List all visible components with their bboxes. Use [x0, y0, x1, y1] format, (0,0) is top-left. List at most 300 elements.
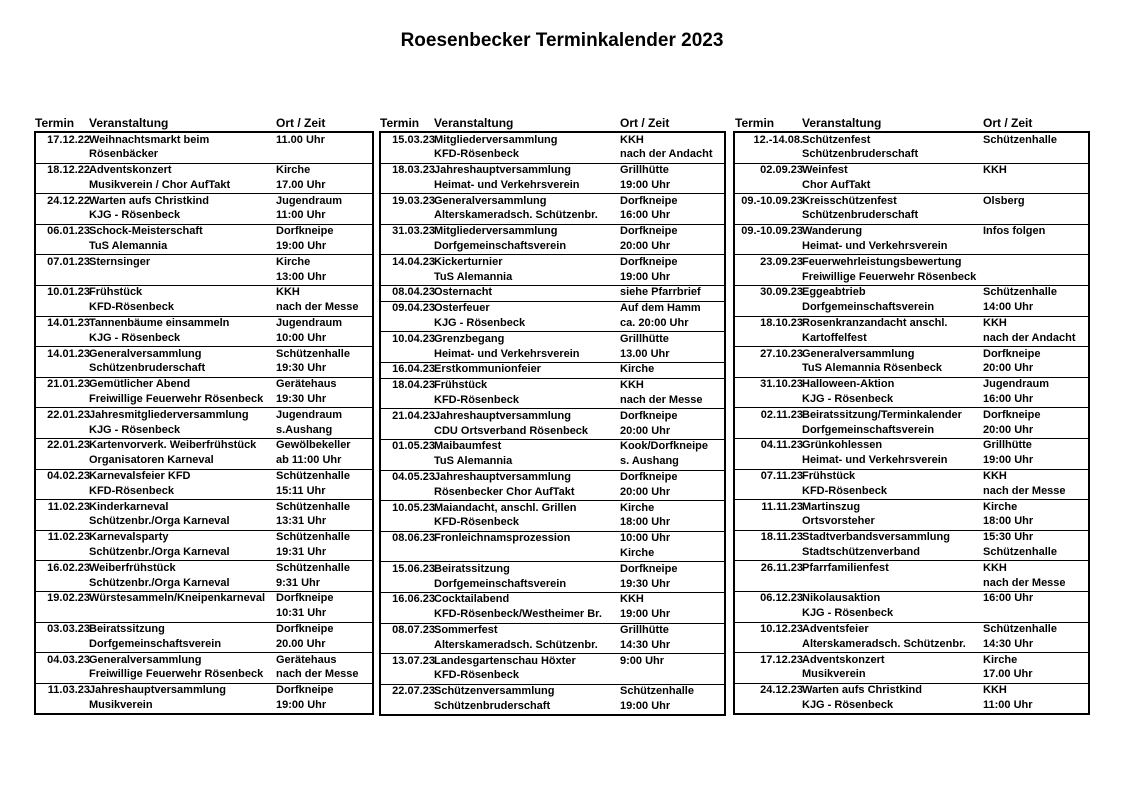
entry-location: Kirche	[276, 255, 311, 268]
entry-line	[735, 286, 1088, 301]
entry-time: 13:00 Uhr	[276, 270, 327, 283]
entry-line	[735, 653, 1088, 668]
calendar-entry	[36, 560, 372, 591]
entry-date: 14.04.23	[392, 255, 435, 268]
entry-line	[381, 363, 724, 378]
entry-line	[735, 255, 1088, 270]
entry-line	[735, 423, 1088, 438]
calendar-entry	[735, 285, 1088, 316]
entry-time: 19:30 Uhr	[276, 362, 327, 375]
calendar-entry	[735, 377, 1088, 408]
entry-date: 08.04.23	[392, 286, 435, 299]
entry-organizer: Rösenbecker Chor AufTakt	[434, 485, 575, 498]
entry-organizer: Schützenbruderschaft	[89, 362, 206, 375]
entry-line	[36, 209, 372, 224]
entry-line	[36, 531, 372, 546]
entry-line	[735, 637, 1088, 652]
entry-date: 09.-10.09.23	[741, 194, 803, 207]
entry-location: Jugendraum	[983, 378, 1050, 391]
calendar-entry	[36, 133, 372, 163]
header-termin: Termin	[35, 116, 75, 130]
entry-time: 11:00 Uhr	[983, 698, 1033, 711]
calendar-entry	[735, 499, 1088, 530]
entry-time: s. Aushang	[620, 455, 679, 468]
entry-organizer: KFD-Rösenbeck	[802, 484, 887, 497]
entry-organizer: Dorfgemeinschaftsverein	[89, 637, 222, 650]
entry-location: Gerätehaus	[276, 653, 337, 666]
calendar-entry	[381, 331, 724, 362]
entry-event: Nikolausaktion	[802, 592, 881, 605]
entry-event: Frühstück	[89, 286, 143, 299]
entry-line	[381, 562, 724, 577]
entry-date: 04.02.23	[47, 470, 90, 483]
entry-date: 01.05.23	[392, 440, 435, 453]
entry-line	[381, 286, 724, 301]
calendar-entry	[735, 683, 1088, 714]
entry-line	[735, 515, 1088, 530]
entry-date: 27.10.23	[760, 347, 803, 360]
entry-line	[381, 379, 724, 394]
entry-event: Weiberfrühstück	[89, 561, 176, 574]
entry-time: 19:30 Uhr	[276, 393, 327, 406]
entry-date: 18.11.23	[760, 531, 803, 544]
page-title: Roesenbecker Terminkalender 2023	[400, 30, 724, 51]
entry-line	[735, 561, 1088, 576]
entry-organizer: Schützenbr./Orga Karneval	[89, 576, 230, 589]
entry-location: Jugendraum	[276, 317, 343, 330]
entry-line	[381, 532, 724, 547]
entry-location: Dorfkneipe	[620, 471, 678, 484]
entry-location: Schützenhalle	[983, 286, 1057, 299]
entry-location: Schützenhalle	[983, 623, 1057, 635]
calendar-table	[733, 131, 1090, 715]
entry-date: 19.02.23	[47, 592, 90, 605]
entry-organizer: KJG - Rösenbeck	[434, 317, 526, 330]
entry-time: nach der Messe	[620, 394, 703, 407]
entry-organizer: Schützenbruderschaft	[802, 148, 919, 161]
entry-event: Erstkommunionfeier	[434, 363, 541, 376]
entry-location: Dorfkneipe	[620, 255, 678, 268]
entry-date: 11.02.23	[47, 531, 90, 544]
entry-date: 03.03.23	[47, 623, 90, 635]
entry-location: Gewölbekeller	[276, 439, 351, 452]
entry-line	[381, 347, 724, 362]
entry-organizer: KJG - Rösenbeck	[802, 393, 894, 406]
entry-time: 13:31 Uhr	[276, 515, 327, 528]
entry-line	[381, 332, 724, 347]
entry-line	[36, 362, 372, 377]
entry-date: 10.04.23	[392, 332, 435, 345]
entry-location: Schützenhalle	[276, 470, 350, 483]
entry-line	[735, 362, 1088, 377]
entry-date: 15.03.23	[392, 133, 435, 146]
entry-location: KKH	[620, 379, 644, 392]
entry-line	[36, 698, 372, 713]
entry-location: Schützenhalle	[620, 685, 694, 698]
entry-line	[36, 500, 372, 515]
entry-event: Landesgartenschau Höxter	[434, 654, 576, 667]
entry-organizer: Dorfgemeinschaftsverein	[434, 240, 567, 253]
entry-time: 15:11 Uhr	[276, 484, 326, 497]
entry-location: Schützenhalle	[276, 347, 350, 360]
entry-organizer: TuS Alemannia	[434, 270, 513, 283]
entry-event: Adventskonzert	[89, 164, 172, 177]
entry-location: Kook/Dorfkneipe	[620, 440, 709, 453]
entry-event: Wanderung	[802, 225, 863, 238]
entry-line	[381, 577, 724, 592]
entry-line	[735, 378, 1088, 393]
entry-event: Osterfeuer	[434, 302, 490, 315]
entry-line	[735, 592, 1088, 607]
entry-event: Maibaumfest	[434, 440, 502, 453]
entry-time: 20:00 Uhr	[983, 362, 1034, 375]
entry-location: Kirche	[276, 164, 311, 177]
column-header	[733, 116, 1090, 131]
entry-event: Stadtverbandsversammlung	[802, 531, 950, 544]
entry-date: 17.12.23	[760, 653, 803, 666]
entry-time: 10:00 Uhr	[276, 331, 327, 344]
entry-location: KKH	[276, 286, 300, 299]
entry-time: s.Aushang	[276, 423, 333, 436]
calendar-entry	[381, 500, 724, 531]
entry-line	[381, 471, 724, 486]
entry-time: 18:00 Uhr	[983, 515, 1034, 528]
entry-location: Kirche	[983, 653, 1018, 666]
entry-event: Warten aufs Christkind	[89, 194, 209, 207]
entry-date: 04.03.23	[47, 653, 90, 666]
calendar-entry	[36, 469, 372, 500]
entry-line	[36, 331, 372, 346]
entry-line	[735, 607, 1088, 622]
calendar-entry	[735, 438, 1088, 469]
entry-location: 11.00 Uhr	[276, 133, 325, 146]
entry-organizer: Schützenbr./Orga Karneval	[89, 515, 230, 528]
entry-event: Beiratssitzung	[434, 562, 510, 575]
entry-line	[735, 470, 1088, 485]
entry-line	[36, 148, 372, 163]
calendar-entry	[735, 133, 1088, 163]
calendar-entry	[735, 346, 1088, 377]
entry-location: Dorfkneipe	[620, 194, 678, 207]
entry-date: 21.04.23	[392, 409, 435, 422]
entry-time: ca. 20:00 Uhr	[620, 317, 689, 330]
entry-event: Sternsinger	[89, 255, 151, 268]
entry-event: Jahreshauptversammlung	[89, 684, 226, 697]
entry-location: Kirche	[620, 363, 655, 376]
entry-line	[735, 225, 1088, 240]
entry-time: 10:31 Uhr	[276, 607, 327, 620]
entry-event: Feuerwehrleistungsbewertung	[802, 255, 962, 268]
entry-line	[735, 439, 1088, 454]
entry-line	[36, 668, 372, 683]
calendar-entry	[381, 561, 724, 592]
entry-date: 24.12.22	[47, 194, 90, 207]
entry-date: 12.-14.08.	[753, 133, 803, 146]
header-ort-zeit: Ort / Zeit	[983, 116, 1033, 130]
entry-organizer: Schützenbruderschaft	[434, 699, 551, 712]
entry-location: Olsberg	[983, 194, 1025, 207]
entry-location: Dorfkneipe	[620, 409, 678, 422]
entry-location: 10:00 Uhr	[620, 532, 671, 545]
entry-organizer: KJG - Rösenbeck	[89, 423, 181, 436]
entry-line	[381, 394, 724, 409]
entry-event: Eggeabtrieb	[802, 286, 866, 299]
entry-organizer: TuS Alemannia Rösenbeck	[802, 362, 942, 375]
calendar-entry	[36, 622, 372, 653]
entry-date: 21.01.23	[47, 378, 90, 391]
entry-date: 17.12.22	[47, 133, 90, 146]
entry-line	[381, 501, 724, 516]
entry-event: Jahreshauptversammlung	[434, 471, 571, 484]
entry-event: Weinfest	[802, 164, 848, 177]
entry-location: Gerätehaus	[276, 378, 337, 391]
entry-time: ab 11:00 Uhr	[276, 454, 342, 467]
entry-time: 14:30 Uhr	[983, 637, 1034, 650]
entry-organizer: Freiwillige Feuerwehr Rösenbeck	[89, 393, 264, 406]
entry-event: Kartenvorverk. Weiberfrühstück	[89, 439, 257, 452]
entry-event: Schock-Meisterschaft	[89, 225, 203, 238]
entry-time: 19:30 Uhr	[620, 577, 671, 590]
entry-line	[36, 470, 372, 485]
header-veranstaltung: Veranstaltung	[434, 116, 514, 130]
entry-location: KKH	[983, 561, 1007, 574]
calendar-entry	[735, 407, 1088, 438]
entry-date: 26.11.23	[760, 561, 803, 574]
entry-line	[36, 408, 372, 423]
entry-date: 23.09.23	[760, 255, 803, 268]
entry-location: KKH	[620, 593, 644, 606]
entry-time: 20:00 Uhr	[983, 423, 1034, 436]
entry-location: 15:30 Uhr	[983, 531, 1034, 544]
entry-event: Tannenbäume einsammeln	[89, 317, 230, 330]
calendar-entry	[381, 224, 724, 255]
entry-line	[381, 608, 724, 623]
entry-time: 13.00 Uhr	[620, 347, 670, 360]
entry-line	[381, 654, 724, 669]
entry-location: Kirche	[620, 501, 655, 514]
entry-date: 19.03.23	[392, 194, 435, 207]
entry-line	[735, 240, 1088, 255]
entry-line	[36, 653, 372, 668]
calendar-entry	[381, 254, 724, 285]
entry-line	[381, 178, 724, 193]
entry-organizer: Freiwillige Feuerwehr Rösenbeck	[802, 270, 977, 283]
entry-line	[735, 668, 1088, 683]
entry-line	[36, 576, 372, 591]
entry-location: Grillhütte	[620, 332, 669, 345]
calendar-entry	[381, 193, 724, 224]
entry-event: Beiratssitzung/Terminkalender	[802, 408, 962, 421]
entry-organizer: Heimat- und Verkehrsverein	[434, 347, 580, 360]
entry-line	[381, 624, 724, 639]
entry-organizer: Heimat- und Verkehrsverein	[802, 454, 948, 467]
entry-time: 19:00 Uhr	[620, 608, 671, 621]
entry-event: Sommerfest	[434, 624, 498, 636]
entry-time: 19:00 Uhr	[983, 454, 1034, 467]
entry-location: Dorfkneipe	[620, 225, 678, 238]
entry-date: 11.02.23	[47, 500, 90, 513]
entry-organizer: KJG - Rösenbeck	[89, 209, 181, 222]
entry-line	[735, 209, 1088, 224]
entry-date: 22.01.23	[47, 408, 90, 421]
entry-location: Schützenhalle	[276, 500, 350, 513]
entry-organizer: Heimat- und Verkehrsverein	[802, 240, 948, 253]
entry-date: 04.05.23	[392, 471, 435, 484]
entry-organizer: KJG - Rösenbeck	[802, 698, 894, 711]
calendar-entry	[735, 193, 1088, 224]
calendar-entry	[381, 163, 724, 194]
calendar-entry	[381, 439, 724, 470]
entry-line	[735, 576, 1088, 591]
entry-line	[381, 209, 724, 224]
entry-line	[381, 255, 724, 270]
entry-event: Schützenversammlung	[434, 685, 555, 698]
entry-date: 14.01.23	[47, 347, 90, 360]
entry-line	[36, 378, 372, 393]
entry-organizer: KJG - Rösenbeck	[89, 331, 181, 344]
entry-organizer: TuS Alemannia	[89, 240, 168, 253]
entry-time: 19:00 Uhr	[620, 699, 671, 712]
entry-event: Generalversammlung	[802, 347, 915, 360]
entry-date: 10.01.23	[47, 286, 90, 299]
entry-location: Schützenhalle	[276, 531, 350, 544]
calendar-entry	[735, 163, 1088, 194]
entry-date: 08.06.23	[392, 532, 435, 545]
entry-line	[381, 409, 724, 424]
entry-event: Grenzbegang	[434, 332, 505, 345]
entry-time: nach der Messe	[983, 484, 1066, 497]
entry-line	[381, 669, 724, 684]
entry-event: Fronleichnamsprozession	[434, 532, 571, 545]
entry-location: Auf dem Hamm	[620, 302, 701, 315]
entry-location: Schützenhalle	[276, 561, 350, 574]
calendar-entry	[381, 592, 724, 623]
entry-organizer: KFD-Rösenbeck	[89, 301, 174, 314]
entry-time: 19:31 Uhr	[276, 546, 327, 559]
entry-location: Dorfkneipe	[276, 623, 334, 635]
entry-line	[36, 194, 372, 209]
header-veranstaltung: Veranstaltung	[802, 116, 882, 130]
entry-organizer: KFD-Rösenbeck	[434, 148, 519, 161]
entry-location: Jugendraum	[276, 194, 343, 207]
entry-organizer: Dorfgemeinschaftsverein	[802, 301, 935, 314]
entry-location: Infos folgen	[983, 225, 1046, 238]
entry-time: 14:00 Uhr	[983, 301, 1034, 314]
entry-event: Pfarrfamilienfest	[802, 561, 889, 574]
entry-organizer: KFD-Rösenbeck	[434, 516, 519, 529]
entry-event: Kickerturnier	[434, 255, 503, 268]
entry-date: 15.06.23	[392, 562, 435, 575]
entry-date: 18.03.23	[392, 164, 435, 177]
entry-line	[735, 484, 1088, 499]
calendar-column	[34, 116, 374, 715]
entry-event: Adventsfeier	[802, 623, 869, 635]
calendar-entry	[36, 377, 372, 408]
entry-event: Adventskonzert	[802, 653, 885, 666]
entry-time: nach der Messe	[983, 576, 1066, 589]
entry-time: nach der Messe	[276, 301, 359, 314]
entry-event: Mitgliederversammlung	[434, 133, 558, 146]
calendar-entry	[735, 316, 1088, 347]
calendar-entry	[735, 469, 1088, 500]
entry-date: 06.01.23	[47, 225, 90, 238]
entry-date: 04.11.23	[760, 439, 803, 452]
entry-date: 02.09.23	[760, 164, 803, 177]
entry-line	[36, 301, 372, 316]
calendar-entry	[381, 133, 724, 163]
calendar-entry	[36, 683, 372, 714]
entry-organizer: Schützenbr./Orga Karneval	[89, 546, 230, 559]
entry-location: KKH	[620, 133, 644, 146]
calendar-entry	[381, 684, 724, 715]
calendar-entry	[36, 285, 372, 316]
entry-event: Karnevalsparty	[89, 531, 169, 544]
entry-line	[36, 607, 372, 622]
entry-date: 07.11.23	[760, 470, 803, 483]
entry-time: 9:31 Uhr	[276, 576, 321, 589]
entry-line	[36, 178, 372, 193]
entry-time: 19:00 Uhr	[276, 240, 327, 253]
entry-event: Jahresmitgliederversammlung	[89, 408, 249, 421]
entry-line	[381, 302, 724, 317]
entry-line	[381, 547, 724, 562]
entry-organizer: KFD-Rösenbeck/Westheimer Br.	[434, 608, 602, 621]
entry-location: Dorfkneipe	[276, 592, 334, 605]
entry-line	[381, 240, 724, 255]
entry-location: siehe Pfarrbrief	[620, 286, 701, 299]
entry-line	[735, 164, 1088, 179]
entry-location: Dorfkneipe	[276, 225, 334, 238]
entry-time: 19:00 Uhr	[620, 178, 671, 191]
entry-line	[36, 484, 372, 499]
calendar-table	[379, 131, 726, 716]
entry-line	[36, 454, 372, 469]
entry-event: Gemütlicher Abend	[89, 378, 191, 391]
entry-line	[36, 225, 372, 240]
calendar-entry	[735, 254, 1088, 285]
entry-time: 20:00 Uhr	[620, 240, 671, 253]
entry-event: Osternacht	[434, 286, 493, 299]
entry-organizer: KFD-Rösenbeck	[434, 394, 519, 407]
entry-time: 18:00 Uhr	[620, 516, 671, 529]
entry-line	[381, 593, 724, 608]
entry-organizer: KJG - Rösenbeck	[802, 607, 894, 620]
calendar-entry	[735, 652, 1088, 683]
entry-organizer: Alterskameradsch. Schützenbr.	[802, 637, 966, 650]
calendar-entry	[36, 652, 372, 683]
entry-event: Frühstück	[434, 379, 488, 392]
entry-date: 22.07.23	[392, 685, 435, 698]
calendar-entry	[381, 285, 724, 301]
entry-time: nach der Andacht	[983, 331, 1076, 344]
entry-line	[735, 531, 1088, 546]
entry-date: 02.11.23	[760, 408, 803, 421]
entry-date: 13.07.23	[392, 654, 435, 667]
entry-event: Weihnachtsmarkt beim	[89, 133, 210, 146]
entry-date: 24.12.23	[760, 684, 803, 697]
entry-organizer: KFD-Rösenbeck	[434, 669, 519, 682]
header-ort-zeit: Ort / Zeit	[276, 116, 326, 130]
entry-date: 10.12.23	[760, 623, 803, 635]
entry-line	[36, 255, 372, 270]
entry-date: 06.12.23	[760, 592, 803, 605]
calendar-entry	[36, 224, 372, 255]
calendar-column	[379, 116, 726, 716]
calendar-entry	[735, 224, 1088, 255]
entry-line	[735, 148, 1088, 163]
entry-location: Grillhütte	[983, 439, 1032, 452]
entry-location: Dorfkneipe	[983, 347, 1041, 360]
